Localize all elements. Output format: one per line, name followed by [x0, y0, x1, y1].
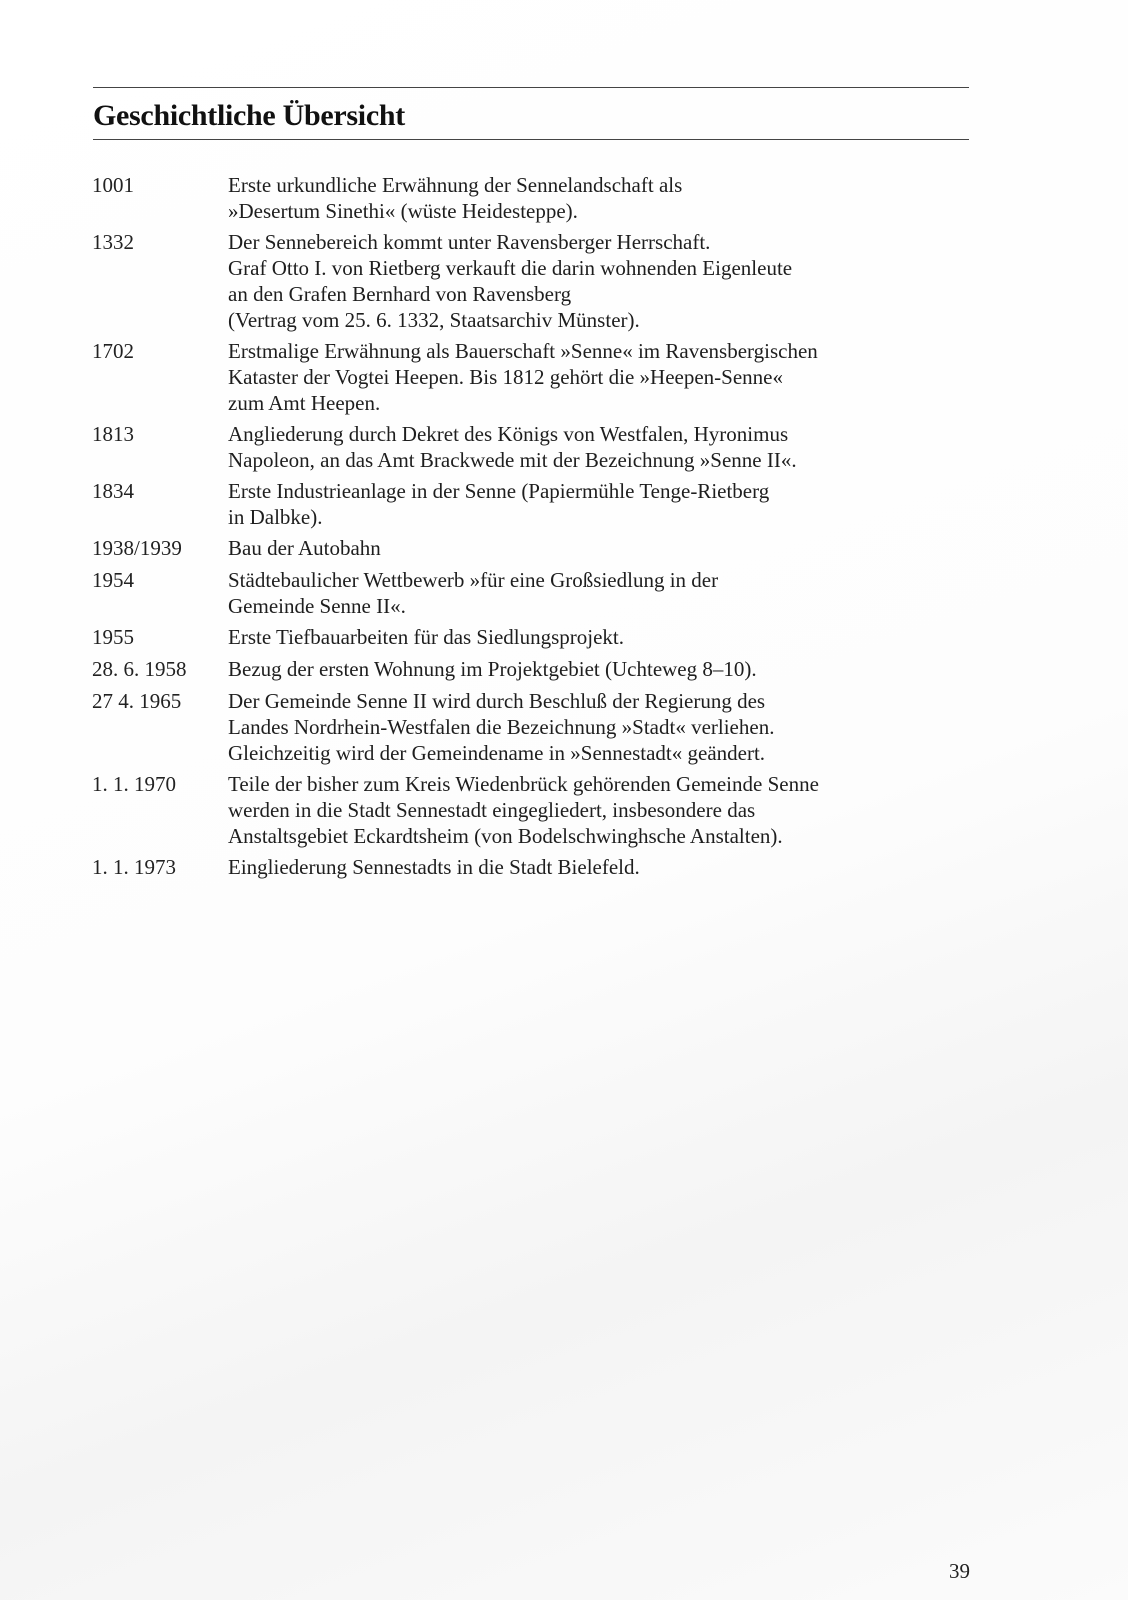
- entry-description: [228, 688, 972, 766]
- entry-year: 27 4. 1965: [92, 689, 182, 713]
- entry-year: 1001: [92, 173, 134, 197]
- timeline-entry: [92, 535, 972, 562]
- page-title: Geschichtliche Übersicht: [93, 99, 405, 132]
- entry-year: 1332: [92, 230, 134, 254]
- title-underline-rule: [93, 139, 969, 140]
- timeline-entry: [92, 478, 972, 530]
- entry-description-line: Erste Industrieanlage in der Senne (Papiermühle Tenge-Rietberg: [228, 479, 770, 503]
- entry-description-line: Teile der bisher zum Kreis Wiedenbrück gehörenden Gemeinde Senne: [228, 772, 819, 796]
- entry-year: 28. 6. 1958: [92, 657, 187, 681]
- entry-year: 1834: [92, 479, 134, 503]
- entry-description-line: Der Sennebereich kommt unter Ravensberger Herrschaft.: [228, 230, 711, 254]
- entry-year: 1938/1939: [92, 536, 182, 560]
- timeline-entry: [92, 172, 972, 224]
- entry-description-line: Erstmalige Erwähnung als Bauerschaft »Senne« im Ravensbergischen: [228, 339, 818, 363]
- entry-year: 1813: [92, 422, 134, 446]
- entry-description-line: Gleichzeitig wird der Gemeindename in »Sennestadt« geändert.: [228, 741, 766, 765]
- entry-description-line: Erste Tiefbauarbeiten für das Siedlungsprojekt.: [228, 625, 625, 649]
- entry-year: 1702: [92, 339, 134, 363]
- page-number: 39: [949, 1559, 970, 1583]
- entry-description-line: Städtebaulicher Wettbewerb »für eine Großsiedlung in der: [228, 568, 719, 592]
- entry-year: 1955: [92, 625, 134, 649]
- entry-description: [228, 567, 972, 619]
- timeline-entry: [92, 338, 972, 416]
- timeline-entry: [92, 421, 972, 473]
- entry-description: [228, 656, 972, 683]
- entry-description: [228, 771, 972, 849]
- entry-description: [228, 478, 972, 530]
- timeline-entry: [92, 567, 972, 619]
- entry-description-line: Angliederung durch Dekret des Königs von Westfalen, Hyronimus: [228, 422, 789, 446]
- entry-description-line: zum Amt Heepen.: [228, 391, 381, 415]
- entry-description-line: (Vertrag vom 25. 6. 1332, Staatsarchiv Münster).: [228, 308, 640, 332]
- timeline-entry: [92, 771, 972, 849]
- timeline-entry: [92, 656, 972, 683]
- entry-description-line: Anstaltsgebiet Eckardtsheim (von Bodelschwinghsche Anstalten).: [228, 824, 783, 848]
- timeline-list: [92, 172, 972, 886]
- entry-description-line: Erste urkundliche Erwähnung der Sennelandschaft als: [228, 173, 683, 197]
- timeline-entry: [92, 854, 972, 881]
- entry-description: [228, 172, 972, 224]
- timeline-entry: [92, 229, 972, 333]
- entry-description-line: Kataster der Vogtei Heepen. Bis 1812 gehört die »Heepen-Senne«: [228, 365, 783, 389]
- entry-description: [228, 854, 972, 881]
- entry-description-line: Napoleon, an das Amt Brackwede mit der Bezeichnung »Senne II«.: [228, 448, 797, 472]
- entry-description: [228, 535, 972, 562]
- entry-description: [228, 421, 972, 473]
- entry-description-line: Eingliederung Sennestadts in die Stadt Bielefeld.: [228, 855, 640, 879]
- timeline-entry: [92, 624, 972, 651]
- entry-description-line: Bau der Autobahn: [228, 536, 381, 560]
- entry-description: [228, 624, 972, 651]
- entry-year: 1954: [92, 568, 134, 592]
- timeline-entry: [92, 688, 972, 766]
- entry-description-line: Der Gemeinde Senne II wird durch Beschluß der Regierung des: [228, 689, 766, 713]
- entry-description-line: in Dalbke).: [228, 505, 323, 529]
- top-rule: [93, 87, 969, 88]
- entry-description: [228, 229, 972, 333]
- entry-description-line: Bezug der ersten Wohnung im Projektgebiet (Uchteweg 8–10).: [228, 657, 757, 681]
- entry-description-line: Landes Nordrhein-Westfalen die Bezeichnung »Stadt« verliehen.: [228, 715, 775, 739]
- entry-year: 1. 1. 1973: [92, 855, 176, 879]
- entry-year: 1. 1. 1970: [92, 772, 176, 796]
- entry-description-line: an den Grafen Bernhard von Ravensberg: [228, 282, 572, 306]
- entry-description-line: werden in die Stadt Sennestadt eingegliedert, insbesondere das: [228, 798, 756, 822]
- entry-description: [228, 338, 972, 416]
- entry-description-line: Graf Otto I. von Rietberg verkauft die darin wohnenden Eigenleute: [228, 256, 793, 280]
- entry-description-line: Gemeinde Senne II«.: [228, 594, 406, 618]
- entry-description-line: »Desertum Sinethi« (wüste Heidesteppe).: [228, 199, 578, 223]
